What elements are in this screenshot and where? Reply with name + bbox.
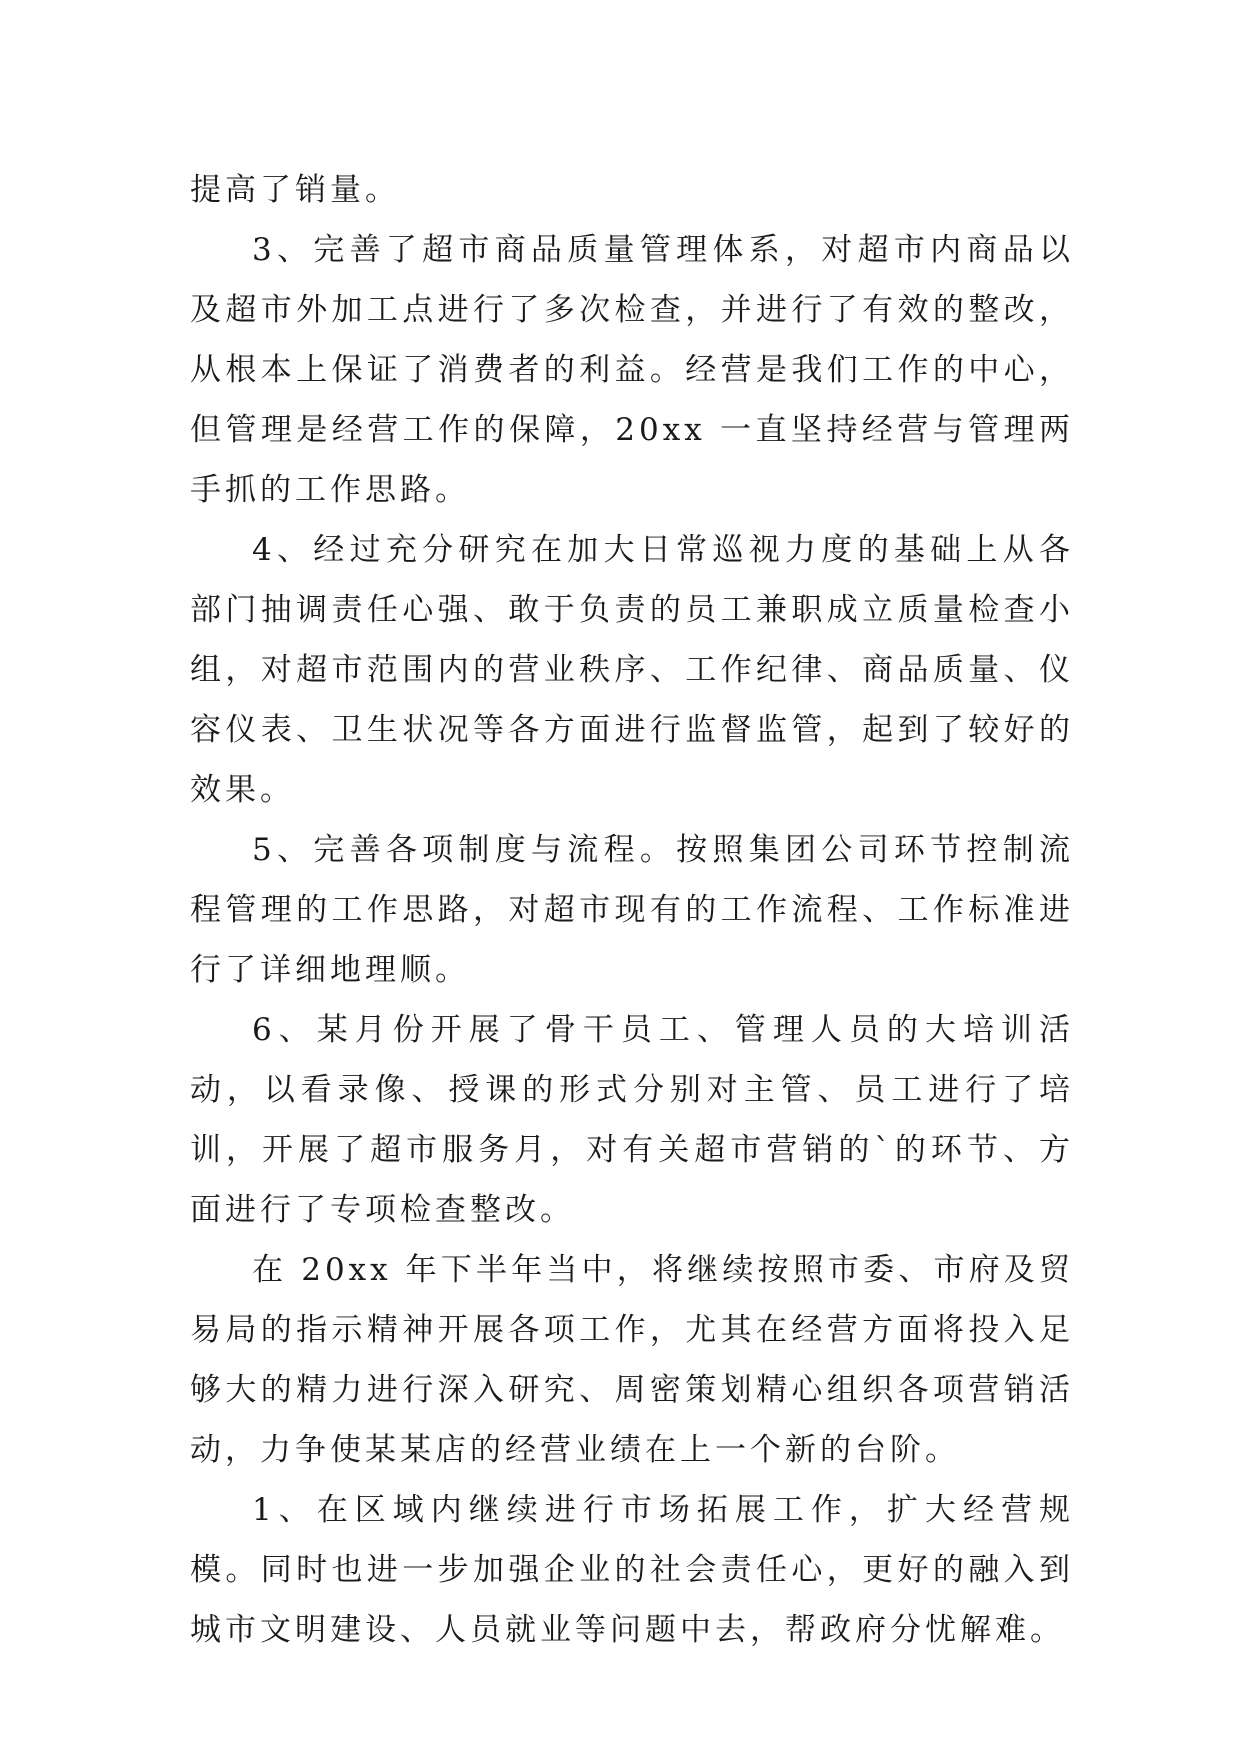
paragraph-second-half-plan: 在 20xx 年下半年当中，将继续按照市委、市府及贸易局的指示精神开展各项工作，尤其在经营方面将投入足够大的精力进行深入研究、周密策划精心组织各项营销活动，力争使某某店的经营业绩在上一个新的台阶。	[190, 1252, 1074, 1468]
paragraph-item-5: 5、完善各项制度与流程。按照集团公司环节控制流程管理的工作思路，对超市现有的工作流程、工作标准进行了详细地理顺。	[190, 832, 1074, 988]
paragraph-item-4: 4、经过充分研究在加大日常巡视力度的基础上从各部门抽调责任心强、敢于负责的员工兼职成立质量检查小组，对超市范围内的营业秩序、工作纪律、商品质量、仪容仪表、卫生状况等各方面进行监督监管，起到了较好的效果。	[190, 532, 1074, 808]
paragraph-item-6: 6、某月份开展了骨干员工、管理人员的大培训活动，以看录像、授课的形式分别对主管、员工进行了培训，开展了超市服务月，对有关超市营销的`的环节、方面进行了专项检查整改。	[190, 1012, 1074, 1228]
document-body	[190, 160, 1074, 1660]
paragraph-plan-item-1: 1、在区域内继续进行市场拓展工作，扩大经营规模。同时也进一步加强企业的社会责任心，更好的融入到城市文明建设、人员就业等问题中去，帮政府分忧解难。	[190, 1492, 1074, 1648]
paragraph-item-3: 3、完善了超市商品质量管理体系，对超市内商品以及超市外加工点进行了多次检查，并进行了有效的整改，从根本上保证了消费者的利益。经营是我们工作的中心，但管理是经营工作的保障，20xx 一直坚持经营与管理两手抓的工作思路。	[190, 232, 1074, 508]
paragraph-continuation: 提高了销量。	[190, 172, 400, 208]
